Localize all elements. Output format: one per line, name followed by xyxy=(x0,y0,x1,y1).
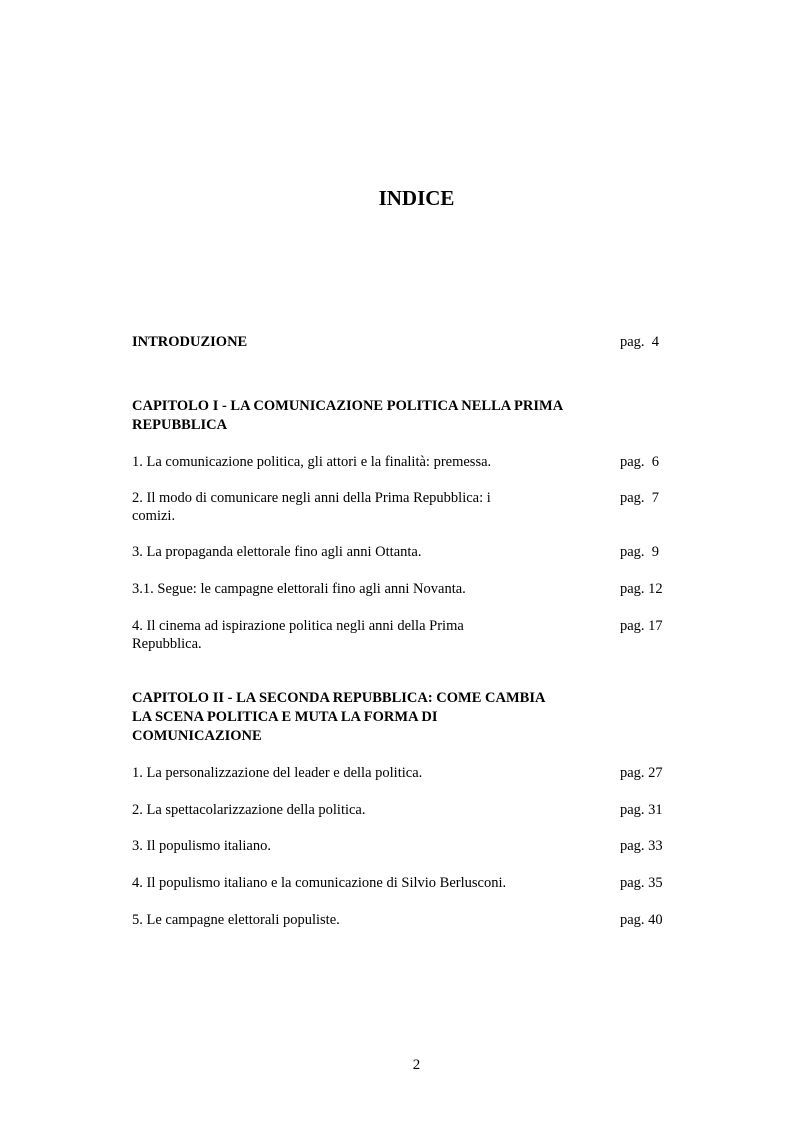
toc-entry-label: INTRODUZIONE xyxy=(132,334,248,350)
toc-entry-page: pag. 12 xyxy=(620,581,663,597)
toc-entry-label: 2. La spettacolarizzazione della politica. xyxy=(132,802,366,818)
toc-entry-label: 3. Il populismo italiano. xyxy=(132,838,271,854)
toc-entry xyxy=(132,543,672,561)
toc-entry xyxy=(132,617,672,653)
toc-entry-label: 2. Il modo di comunicare negli anni della Prima Repubblica: i comizi. xyxy=(132,490,491,524)
toc-entry-page: pag. 7 xyxy=(620,490,660,506)
toc-entry xyxy=(132,874,672,892)
toc-entry xyxy=(132,580,672,598)
table-of-contents xyxy=(132,333,672,929)
toc-entry-page: pag. 9 xyxy=(620,544,660,560)
toc-entry xyxy=(132,837,672,855)
toc-entry xyxy=(132,911,672,929)
toc-entry xyxy=(132,489,672,525)
page-number: 2 xyxy=(412,1057,421,1073)
toc-entry-page: pag. 27 xyxy=(620,765,663,781)
toc-entry-label: 3. La propaganda elettorale fino agli anni Ottanta. xyxy=(132,544,422,560)
toc-entry xyxy=(132,801,672,819)
toc-entry xyxy=(132,764,672,782)
toc-entry-page: pag. 17 xyxy=(620,618,663,634)
page-title: INDICE xyxy=(378,186,455,210)
toc-entry-page: pag. 31 xyxy=(620,802,663,818)
toc-entry-page: pag. 33 xyxy=(620,838,663,854)
toc-entry-label: 4. Il cinema ad ispirazione politica negli anni della Prima Repubblica. xyxy=(132,618,464,652)
toc-entry-page: pag. 4 xyxy=(620,334,660,350)
toc-entry-page: pag. 6 xyxy=(620,454,660,470)
toc-entry-label: 1. La comunicazione politica, gli attori e la finalità: premessa. xyxy=(132,454,492,470)
chapter-2-heading: CAPITOLO II - LA SECONDA REPUBBLICA: COME CAMBIA LA SCENA POLITICA E MUTA LA FORMA DI COMUNICAZIONE xyxy=(132,690,545,744)
toc-entry-page: pag. 35 xyxy=(620,875,663,891)
toc-entry-label: 3.1. Segue: le campagne elettorali fino agli anni Novanta. xyxy=(132,581,466,597)
toc-entry-introduzione xyxy=(132,333,672,351)
chapter-1-heading: CAPITOLO I - LA COMUNICAZIONE POLITICA NELLA PRIMA REPUBBLICA xyxy=(132,398,563,433)
toc-entry-label: 5. Le campagne elettorali populiste. xyxy=(132,912,340,928)
toc-entry-label: 1. La personalizzazione del leader e della politica. xyxy=(132,765,423,781)
toc-entry-page: pag. 40 xyxy=(620,912,663,928)
toc-entry xyxy=(132,453,672,471)
toc-entry-label: 4. Il populismo italiano e la comunicazione di Silvio Berlusconi. xyxy=(132,875,507,891)
